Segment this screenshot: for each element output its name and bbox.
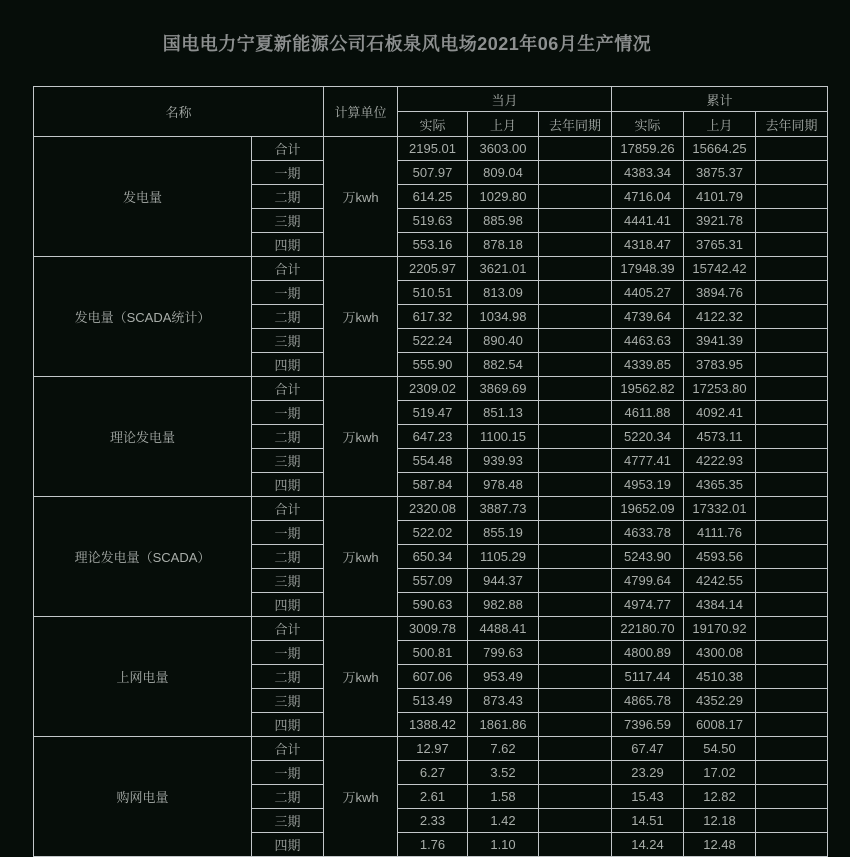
phase-cell: 合计 bbox=[252, 497, 324, 521]
table-row bbox=[34, 617, 828, 641]
value-cell: 4405.27 bbox=[612, 281, 684, 305]
phase-cell: 三期 bbox=[252, 329, 324, 353]
value-cell: 982.88 bbox=[468, 593, 539, 617]
value-cell bbox=[539, 641, 612, 665]
value-cell bbox=[756, 233, 828, 257]
value-cell bbox=[539, 689, 612, 713]
value-cell bbox=[539, 377, 612, 401]
value-cell: 4799.64 bbox=[612, 569, 684, 593]
value-cell: 1.58 bbox=[468, 785, 539, 809]
value-cell: 19170.92 bbox=[684, 617, 756, 641]
value-cell: 4222.93 bbox=[684, 449, 756, 473]
value-cell: 4318.47 bbox=[612, 233, 684, 257]
value-cell bbox=[539, 809, 612, 833]
phase-cell: 一期 bbox=[252, 401, 324, 425]
value-cell: 3603.00 bbox=[468, 137, 539, 161]
value-cell: 554.48 bbox=[398, 449, 468, 473]
phase-cell: 三期 bbox=[252, 569, 324, 593]
value-cell: 4300.08 bbox=[684, 641, 756, 665]
phase-cell: 合计 bbox=[252, 617, 324, 641]
table-header bbox=[34, 87, 828, 137]
value-cell: 15742.42 bbox=[684, 257, 756, 281]
value-cell: 3941.39 bbox=[684, 329, 756, 353]
value-cell: 2195.01 bbox=[398, 137, 468, 161]
value-cell: 3.52 bbox=[468, 761, 539, 785]
value-cell bbox=[539, 401, 612, 425]
value-cell bbox=[756, 185, 828, 209]
value-cell: 1034.98 bbox=[468, 305, 539, 329]
value-cell bbox=[539, 833, 612, 857]
value-cell bbox=[756, 713, 828, 737]
phase-cell: 一期 bbox=[252, 641, 324, 665]
value-cell bbox=[539, 593, 612, 617]
value-cell bbox=[539, 353, 612, 377]
value-cell bbox=[756, 425, 828, 449]
value-cell: 4865.78 bbox=[612, 689, 684, 713]
value-cell: 607.06 bbox=[398, 665, 468, 689]
value-cell: 878.18 bbox=[468, 233, 539, 257]
table-row bbox=[34, 377, 828, 401]
value-cell: 553.16 bbox=[398, 233, 468, 257]
phase-cell: 三期 bbox=[252, 689, 324, 713]
value-cell: 4573.11 bbox=[684, 425, 756, 449]
value-cell: 17859.26 bbox=[612, 137, 684, 161]
value-cell bbox=[539, 617, 612, 641]
value-cell: 809.04 bbox=[468, 161, 539, 185]
value-cell bbox=[756, 377, 828, 401]
value-cell bbox=[756, 257, 828, 281]
unit-cell: 万kwh bbox=[324, 497, 398, 617]
value-cell: 1.76 bbox=[398, 833, 468, 857]
value-cell bbox=[539, 329, 612, 353]
header-cumulative-lastmonth: 上月 bbox=[684, 112, 756, 137]
table-row bbox=[34, 737, 828, 761]
value-cell: 4800.89 bbox=[612, 641, 684, 665]
unit-cell: 万kwh bbox=[324, 257, 398, 377]
value-cell: 510.51 bbox=[398, 281, 468, 305]
unit-cell: 万kwh bbox=[324, 737, 398, 857]
value-cell: 4510.38 bbox=[684, 665, 756, 689]
phase-cell: 一期 bbox=[252, 161, 324, 185]
phase-cell: 三期 bbox=[252, 809, 324, 833]
header-current-month: 当月 bbox=[398, 87, 612, 112]
phase-cell: 四期 bbox=[252, 593, 324, 617]
table-row bbox=[34, 137, 828, 161]
header-name: 名称 bbox=[34, 87, 324, 137]
value-cell: 5117.44 bbox=[612, 665, 684, 689]
value-cell bbox=[756, 617, 828, 641]
value-cell: 22180.70 bbox=[612, 617, 684, 641]
value-cell: 1.10 bbox=[468, 833, 539, 857]
value-cell: 4101.79 bbox=[684, 185, 756, 209]
header-cumulative-actual: 实际 bbox=[612, 112, 684, 137]
value-cell: 507.97 bbox=[398, 161, 468, 185]
value-cell bbox=[756, 641, 828, 665]
value-cell: 54.50 bbox=[684, 737, 756, 761]
table-body bbox=[34, 137, 828, 857]
value-cell bbox=[756, 689, 828, 713]
value-cell: 12.18 bbox=[684, 809, 756, 833]
value-cell: 12.82 bbox=[684, 785, 756, 809]
value-cell: 650.34 bbox=[398, 545, 468, 569]
value-cell: 890.40 bbox=[468, 329, 539, 353]
value-cell: 3894.76 bbox=[684, 281, 756, 305]
value-cell: 1105.29 bbox=[468, 545, 539, 569]
value-cell: 2309.02 bbox=[398, 377, 468, 401]
value-cell: 519.63 bbox=[398, 209, 468, 233]
value-cell: 3765.31 bbox=[684, 233, 756, 257]
value-cell: 614.25 bbox=[398, 185, 468, 209]
value-cell: 953.49 bbox=[468, 665, 539, 689]
phase-cell: 二期 bbox=[252, 425, 324, 449]
phase-cell: 一期 bbox=[252, 281, 324, 305]
value-cell: 6008.17 bbox=[684, 713, 756, 737]
value-cell: 557.09 bbox=[398, 569, 468, 593]
value-cell bbox=[539, 257, 612, 281]
value-cell bbox=[539, 737, 612, 761]
value-cell bbox=[539, 209, 612, 233]
value-cell: 590.63 bbox=[398, 593, 468, 617]
phase-cell: 三期 bbox=[252, 209, 324, 233]
value-cell: 4716.04 bbox=[612, 185, 684, 209]
value-cell: 799.63 bbox=[468, 641, 539, 665]
phase-cell: 合计 bbox=[252, 257, 324, 281]
phase-cell: 四期 bbox=[252, 833, 324, 857]
value-cell bbox=[756, 329, 828, 353]
value-cell bbox=[756, 137, 828, 161]
value-cell: 587.84 bbox=[398, 473, 468, 497]
value-cell: 17948.39 bbox=[612, 257, 684, 281]
phase-cell: 一期 bbox=[252, 761, 324, 785]
value-cell bbox=[756, 353, 828, 377]
value-cell bbox=[539, 161, 612, 185]
value-cell: 3875.37 bbox=[684, 161, 756, 185]
value-cell bbox=[539, 761, 612, 785]
phase-cell: 四期 bbox=[252, 713, 324, 737]
value-cell: 873.43 bbox=[468, 689, 539, 713]
value-cell: 5243.90 bbox=[612, 545, 684, 569]
value-cell: 500.81 bbox=[398, 641, 468, 665]
value-cell bbox=[756, 761, 828, 785]
phase-cell: 合计 bbox=[252, 737, 324, 761]
value-cell: 3783.95 bbox=[684, 353, 756, 377]
value-cell bbox=[756, 833, 828, 857]
value-cell: 4111.76 bbox=[684, 521, 756, 545]
value-cell: 1861.86 bbox=[468, 713, 539, 737]
value-cell: 3921.78 bbox=[684, 209, 756, 233]
value-cell bbox=[756, 401, 828, 425]
value-cell: 4593.56 bbox=[684, 545, 756, 569]
production-table bbox=[33, 86, 828, 857]
value-cell: 4384.14 bbox=[684, 593, 756, 617]
value-cell: 6.27 bbox=[398, 761, 468, 785]
value-cell bbox=[539, 425, 612, 449]
group-name-cell: 理论发电量（SCADA） bbox=[34, 497, 252, 617]
value-cell: 519.47 bbox=[398, 401, 468, 425]
value-cell bbox=[756, 545, 828, 569]
value-cell bbox=[539, 545, 612, 569]
phase-cell: 二期 bbox=[252, 305, 324, 329]
value-cell bbox=[539, 473, 612, 497]
unit-cell: 万kwh bbox=[324, 137, 398, 257]
value-cell: 513.49 bbox=[398, 689, 468, 713]
value-cell: 617.32 bbox=[398, 305, 468, 329]
value-cell: 17253.80 bbox=[684, 377, 756, 401]
value-cell: 4974.77 bbox=[612, 593, 684, 617]
value-cell: 2.33 bbox=[398, 809, 468, 833]
value-cell: 7396.59 bbox=[612, 713, 684, 737]
value-cell: 4383.34 bbox=[612, 161, 684, 185]
value-cell: 939.93 bbox=[468, 449, 539, 473]
value-cell: 3887.73 bbox=[468, 497, 539, 521]
value-cell: 2.61 bbox=[398, 785, 468, 809]
value-cell: 5220.34 bbox=[612, 425, 684, 449]
value-cell: 4365.35 bbox=[684, 473, 756, 497]
phase-cell: 四期 bbox=[252, 353, 324, 377]
value-cell: 4463.63 bbox=[612, 329, 684, 353]
value-cell: 17332.01 bbox=[684, 497, 756, 521]
group-name-cell: 发电量 bbox=[34, 137, 252, 257]
group-name-cell: 发电量（SCADA统计） bbox=[34, 257, 252, 377]
value-cell: 14.51 bbox=[612, 809, 684, 833]
value-cell: 944.37 bbox=[468, 569, 539, 593]
value-cell: 855.19 bbox=[468, 521, 539, 545]
value-cell bbox=[539, 137, 612, 161]
value-cell bbox=[756, 497, 828, 521]
group-name-cell: 购网电量 bbox=[34, 737, 252, 857]
value-cell bbox=[539, 497, 612, 521]
header-cumulative-lastyear: 去年同期 bbox=[756, 112, 828, 137]
value-cell: 522.24 bbox=[398, 329, 468, 353]
value-cell bbox=[756, 161, 828, 185]
unit-cell: 万kwh bbox=[324, 377, 398, 497]
value-cell: 4777.41 bbox=[612, 449, 684, 473]
value-cell: 4339.85 bbox=[612, 353, 684, 377]
value-cell bbox=[756, 809, 828, 833]
phase-cell: 一期 bbox=[252, 521, 324, 545]
phase-cell: 二期 bbox=[252, 185, 324, 209]
table-row bbox=[34, 497, 828, 521]
value-cell: 4441.41 bbox=[612, 209, 684, 233]
value-cell: 4352.29 bbox=[684, 689, 756, 713]
value-cell bbox=[756, 473, 828, 497]
value-cell: 4953.19 bbox=[612, 473, 684, 497]
phase-cell: 二期 bbox=[252, 785, 324, 809]
phase-cell: 合计 bbox=[252, 377, 324, 401]
phase-cell: 四期 bbox=[252, 233, 324, 257]
value-cell bbox=[539, 785, 612, 809]
value-cell bbox=[539, 233, 612, 257]
value-cell bbox=[539, 569, 612, 593]
value-cell bbox=[756, 209, 828, 233]
value-cell bbox=[756, 569, 828, 593]
header-cumulative: 累计 bbox=[612, 87, 828, 112]
value-cell: 4611.88 bbox=[612, 401, 684, 425]
value-cell bbox=[539, 665, 612, 689]
value-cell bbox=[756, 521, 828, 545]
value-cell: 1388.42 bbox=[398, 713, 468, 737]
value-cell: 3009.78 bbox=[398, 617, 468, 641]
value-cell: 4242.55 bbox=[684, 569, 756, 593]
value-cell: 12.48 bbox=[684, 833, 756, 857]
value-cell: 813.09 bbox=[468, 281, 539, 305]
phase-cell: 三期 bbox=[252, 449, 324, 473]
header-unit: 计算单位 bbox=[324, 87, 398, 137]
value-cell bbox=[539, 521, 612, 545]
unit-cell: 万kwh bbox=[324, 617, 398, 737]
value-cell: 4122.32 bbox=[684, 305, 756, 329]
value-cell: 19562.82 bbox=[612, 377, 684, 401]
value-cell bbox=[539, 281, 612, 305]
value-cell bbox=[539, 449, 612, 473]
group-name-cell: 上网电量 bbox=[34, 617, 252, 737]
value-cell: 4739.64 bbox=[612, 305, 684, 329]
value-cell: 12.97 bbox=[398, 737, 468, 761]
value-cell: 2205.97 bbox=[398, 257, 468, 281]
value-cell bbox=[756, 305, 828, 329]
phase-cell: 四期 bbox=[252, 473, 324, 497]
value-cell: 2320.08 bbox=[398, 497, 468, 521]
value-cell: 1.42 bbox=[468, 809, 539, 833]
value-cell: 15664.25 bbox=[684, 137, 756, 161]
value-cell: 4633.78 bbox=[612, 521, 684, 545]
value-cell bbox=[756, 785, 828, 809]
value-cell: 522.02 bbox=[398, 521, 468, 545]
value-cell: 23.29 bbox=[612, 761, 684, 785]
value-cell bbox=[539, 713, 612, 737]
phase-cell: 合计 bbox=[252, 137, 324, 161]
header-current-lastmonth: 上月 bbox=[468, 112, 539, 137]
value-cell: 3869.69 bbox=[468, 377, 539, 401]
value-cell: 1100.15 bbox=[468, 425, 539, 449]
value-cell bbox=[756, 665, 828, 689]
value-cell: 67.47 bbox=[612, 737, 684, 761]
value-cell: 885.98 bbox=[468, 209, 539, 233]
header-row-groups bbox=[34, 87, 828, 112]
value-cell: 7.62 bbox=[468, 737, 539, 761]
value-cell bbox=[539, 185, 612, 209]
value-cell: 15.43 bbox=[612, 785, 684, 809]
header-current-lastyear: 去年同期 bbox=[539, 112, 612, 137]
page-title: 国电电力宁夏新能源公司石板泉风电场2021年06月生产情况 bbox=[162, 34, 652, 54]
value-cell bbox=[756, 737, 828, 761]
value-cell bbox=[539, 305, 612, 329]
value-cell: 4092.41 bbox=[684, 401, 756, 425]
table-row bbox=[34, 257, 828, 281]
value-cell: 647.23 bbox=[398, 425, 468, 449]
value-cell: 14.24 bbox=[612, 833, 684, 857]
value-cell bbox=[756, 281, 828, 305]
value-cell: 19652.09 bbox=[612, 497, 684, 521]
value-cell: 978.48 bbox=[468, 473, 539, 497]
value-cell: 4488.41 bbox=[468, 617, 539, 641]
value-cell: 851.13 bbox=[468, 401, 539, 425]
value-cell: 882.54 bbox=[468, 353, 539, 377]
value-cell: 17.02 bbox=[684, 761, 756, 785]
value-cell: 1029.80 bbox=[468, 185, 539, 209]
phase-cell: 二期 bbox=[252, 665, 324, 689]
value-cell bbox=[756, 449, 828, 473]
value-cell bbox=[756, 593, 828, 617]
value-cell: 3621.01 bbox=[468, 257, 539, 281]
value-cell: 555.90 bbox=[398, 353, 468, 377]
phase-cell: 二期 bbox=[252, 545, 324, 569]
group-name-cell: 理论发电量 bbox=[34, 377, 252, 497]
header-current-actual: 实际 bbox=[398, 112, 468, 137]
